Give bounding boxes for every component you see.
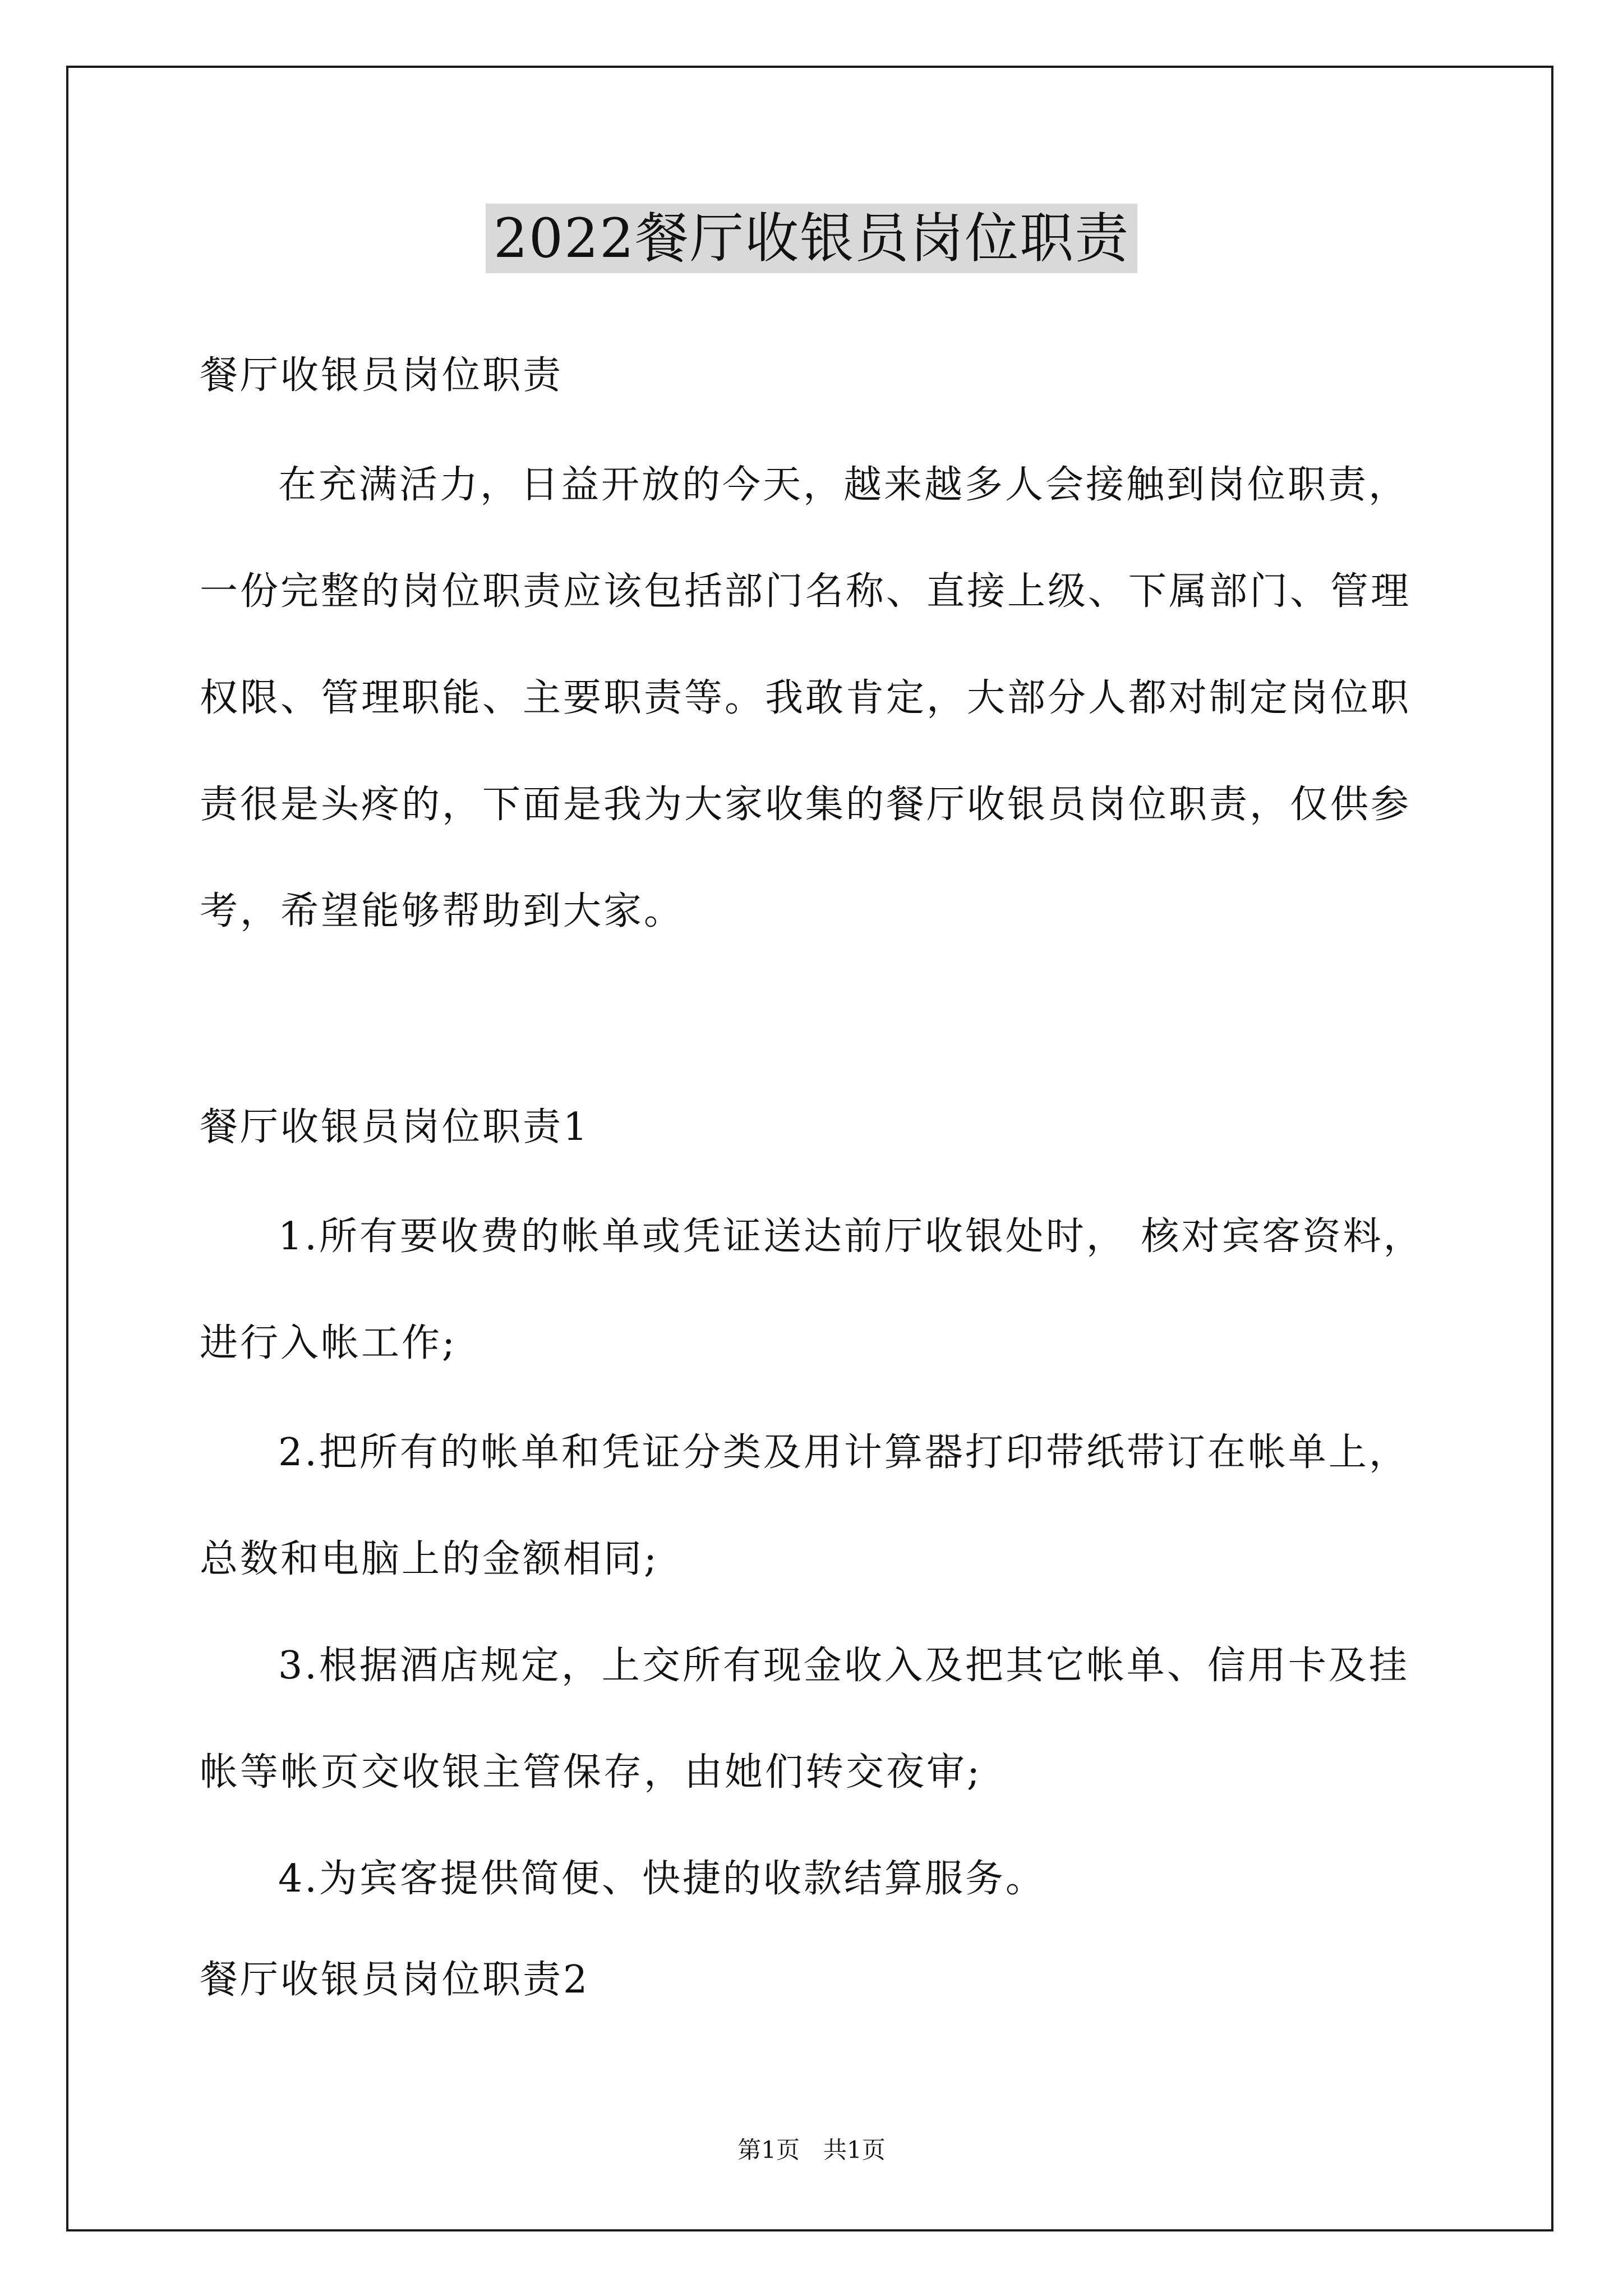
section-line: 进行入帐工作; bbox=[200, 1321, 457, 1365]
document-title bbox=[0, 202, 1623, 275]
section-line: 3.根据酒店规定，上交所有现金收入及把其它帐单、信用卡及挂 bbox=[278, 1644, 1409, 1688]
intro-line: 在充满活力，日益开放的今天，越来越多人会接触到岗位职责， bbox=[278, 463, 1409, 507]
section-line: 1.所有要收费的帐单或凭证送达前厅收银处时， 核对宾客资料， bbox=[278, 1214, 1424, 1259]
section-line: 2.把所有的帐单和凭证分类及用计算器打印带纸带订在帐单上， bbox=[278, 1430, 1409, 1475]
section-line: 4.为宾客提供简便、快捷的收款结算服务。 bbox=[278, 1857, 1046, 1901]
intro-line: 一份完整的岗位职责应该包括部门名称、直接上级、下属部门、管理 bbox=[200, 569, 1412, 614]
intro-line: 考，希望能够帮助到大家。 bbox=[200, 889, 685, 933]
page-footer: 第1页 共1页 bbox=[737, 2136, 886, 2164]
section-heading: 餐厅收银员岗位职责2 bbox=[200, 1958, 590, 2002]
section-line: 帐等帐页交收银主管保存，由她们转交夜审; bbox=[200, 1750, 982, 1795]
document-subtitle: 餐厅收银员岗位职责 bbox=[200, 353, 564, 398]
document-title-text: 2022餐厅收银员岗位职责 bbox=[486, 204, 1137, 273]
intro-line: 权限、管理职能、主要职责等。我敢肯定，大部分人都对制定岗位职 bbox=[200, 676, 1412, 720]
intro-line: 责很是头疼的，下面是我为大家收集的餐厅收银员岗位职责，仅供参 bbox=[200, 783, 1412, 827]
section-line: 总数和电脑上的金额相同; bbox=[200, 1537, 659, 1581]
section-heading: 餐厅收银员岗位职责1 bbox=[200, 1105, 590, 1149]
